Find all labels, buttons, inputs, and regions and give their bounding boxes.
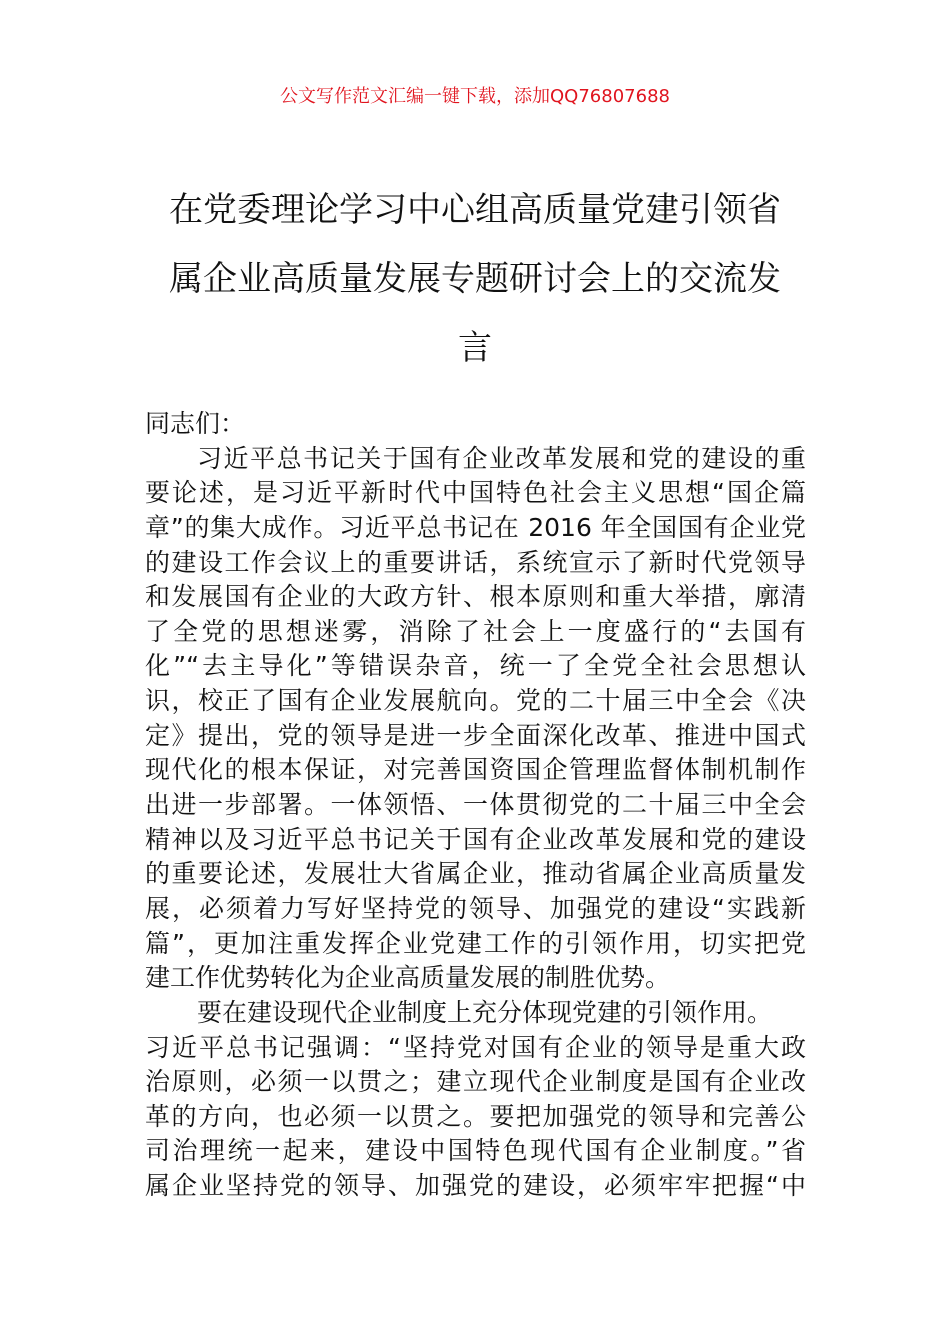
text-line: 的建设工作会议上的重要讲话，系统宣示了新时代党领导 [145, 547, 806, 577]
text-line: 要在建设现代企业制度上充分体现党建的引领作用。 [197, 997, 773, 1027]
text-line: 章”的集大成作。习近平总书记在 2016 年全国国有企业党 [145, 512, 806, 542]
text-line: 识，校正了国有企业发展航向。党的二十届三中全会《决 [145, 686, 806, 716]
title-line: 言 [458, 328, 492, 368]
text-line: 要论述，是习近平新时代中国特色社会主义思想“国企篇 [145, 478, 806, 508]
text-line: 习近平总书记关于国有企业改革发展和党的建设的重 [197, 443, 806, 473]
text-line: 出进一步部署。一体领悟、一体贯彻党的二十届三中全会 [145, 790, 806, 820]
text-line: 建工作优势转化为企业高质量发展的制胜优势。 [145, 963, 671, 993]
text-line: 现代化的根本保证，对完善国资国企管理监督体制机制作 [145, 755, 806, 785]
text-line: 展，必须着力写好坚持党的领导、加强党的建设“实践新 [145, 893, 806, 923]
text-line: 了全党的思想迷雾，消除了社会上一度盛行的“去国有 [145, 616, 806, 646]
text-line: 治原则，必须一以贯之；建立现代企业制度是国有企业改 [145, 1067, 806, 1097]
document-body [145, 407, 806, 1204]
title-line: 在党委理论学习中心组高质量党建引领省 [169, 190, 781, 230]
text-line: 定》提出，党的领导是进一步全面深化改革、推进中国式 [145, 720, 806, 750]
text-line: 的重要论述，发展壮大省属企业，推动省属企业高质量发 [145, 859, 806, 889]
paragraph [145, 442, 806, 996]
text-line: 革的方向，也必须一以贯之。要把加强党的领导和完善公 [145, 1101, 806, 1131]
text-line: 习近平总书记强调：“坚持党对国有企业的领导是重大政 [145, 1032, 806, 1062]
title-line: 属企业高质量发展专题研讨会上的交流发 [169, 259, 781, 299]
text-line: 精神以及习近平总书记关于国有企业改革发展和党的建设 [145, 824, 806, 854]
text-line: 化”“去主导化”等错误杂音，统一了全党全社会思想认 [145, 651, 806, 681]
paragraph [145, 996, 806, 1204]
text-line: 司治理统一起来，建设中国特色现代国有企业制度。”省 [145, 1136, 806, 1166]
text-line: 和发展国有企业的大政方针、根本原则和重大举措，廓清 [145, 582, 806, 612]
document-title [150, 176, 800, 383]
salutation: 同志们： [145, 409, 246, 438]
download-notice: 公文写作范文汇编一键下载，添加QQ76807688 [280, 86, 670, 107]
text-line: 属企业坚持党的领导、加强党的建设，必须牢牢把握“中 [145, 1171, 806, 1201]
text-line: 篇”，更加注重发挥企业党建工作的引领作用，切实把党 [145, 928, 806, 958]
